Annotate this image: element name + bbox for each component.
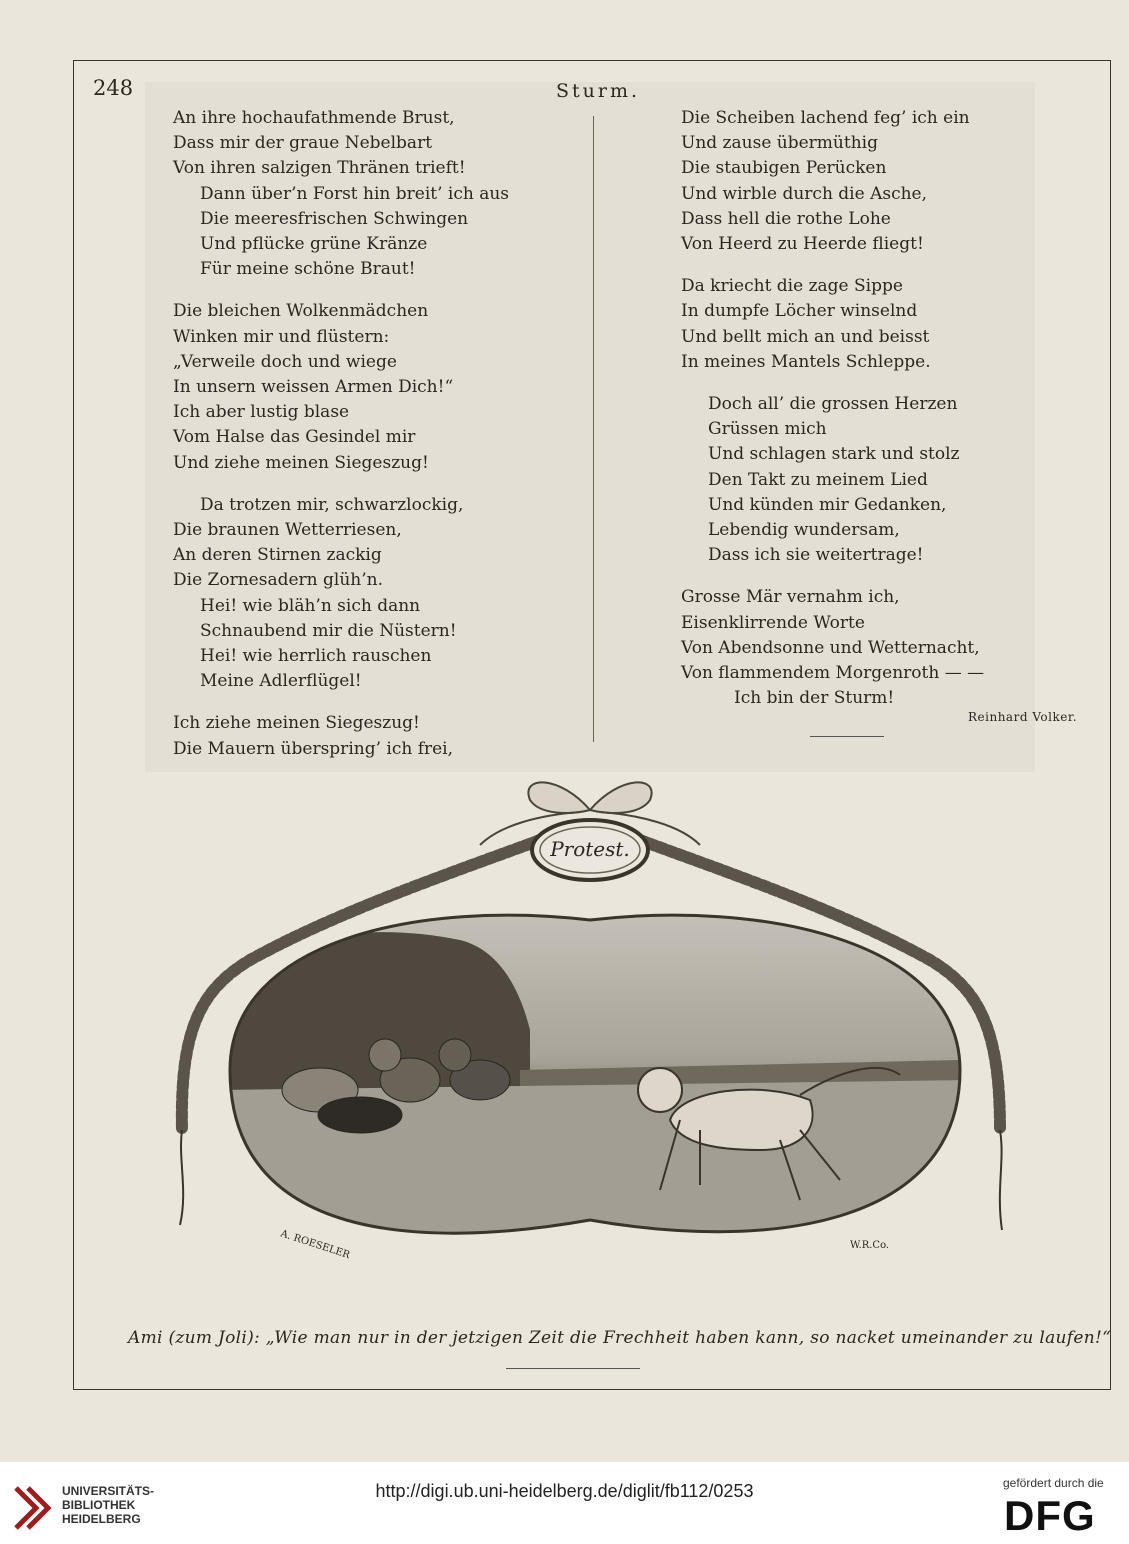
poem-line: Ich ziehe meinen Siegeszug! xyxy=(173,713,420,734)
poem-line: An ihre hochaufathmende Brust, xyxy=(173,108,455,128)
poem-line: Hei! wie bläh’n sich dann xyxy=(200,595,421,616)
poem-line: Die bleichen Wolkenmädchen xyxy=(173,301,429,322)
poem-line: An deren Stirnen zackig xyxy=(173,545,382,566)
library-name-line1: UNIVERSITÄTS- xyxy=(62,1484,155,1498)
poem-line: Und bellt mich an und beisst xyxy=(681,326,930,347)
poem-left-column xyxy=(173,106,509,762)
stanza-gap xyxy=(173,476,509,493)
poem-line: In dumpfe Löcher winselnd xyxy=(681,301,918,322)
poem-line: Und wirble durch die Asche, xyxy=(681,183,928,204)
illustration-protest xyxy=(160,770,1020,1350)
poem-line: Winken mir und flüstern: xyxy=(173,326,390,347)
caption-rule xyxy=(506,1368,640,1369)
poem-line: Und zause übermüthig xyxy=(681,133,878,154)
monogram: W.R.Co. xyxy=(850,1240,890,1251)
poem-line: Da kriecht die zage Sippe xyxy=(681,276,903,297)
poem-line: Doch all’ die grossen Herzen xyxy=(708,394,958,415)
funder-label: gefördert durch die xyxy=(1003,1476,1104,1490)
poem-line: Für meine schöne Braut! xyxy=(200,259,416,280)
poem-line: In meines Mantels Schleppe. xyxy=(681,351,931,372)
poem-line: Ich aber lustig blase xyxy=(173,402,350,423)
poem-line: Dann über’n Forst hin breit’ ich aus xyxy=(200,183,510,204)
poem-line: Die meeresfrischen Schwingen xyxy=(200,208,469,229)
poem-line: Die Scheiben lachend feg’ ich ein xyxy=(681,108,970,128)
poem-line: Die braunen Wetterriesen, xyxy=(173,520,402,541)
column-divider xyxy=(593,116,594,742)
poem-line: Meine Adlerflügel! xyxy=(200,671,362,692)
cartouche-title: Protest. xyxy=(550,837,630,861)
poem-line: Schnaubend mir die Nüstern! xyxy=(200,620,457,641)
illustration-caption: Ami (zum Joli): „Wie man nur in der jetzigen Zeit die Frechheit haben kann, so nacket umeinander zu laufen!“ xyxy=(128,1328,1112,1348)
running-title: Sturm. xyxy=(556,80,641,102)
stanza-gap xyxy=(173,694,509,711)
source-url-link[interactable]: http://digi.ub.uni-heidelberg.de/diglit/fb112/0253 xyxy=(375,1481,754,1501)
poem-line: Von ihren salzigen Thränen trieft! xyxy=(173,158,466,179)
poem-line: Und ziehe meinen Siegeszug! xyxy=(173,452,429,473)
stanza-gap xyxy=(681,257,984,274)
poem-line: Lebendig wundersam, xyxy=(708,520,900,541)
poem-line: In unsern weissen Armen Dich!“ xyxy=(173,377,454,398)
poem-line: Die Zornesadern glüh’n. xyxy=(173,570,383,591)
poem-line: Und künden mir Gedanken, xyxy=(708,494,947,515)
poem-line: Vom Halse das Gesindel mir xyxy=(173,427,416,448)
poem-line: Dass hell die rothe Lohe xyxy=(681,208,891,229)
author-signature: Reinhard Volker. xyxy=(968,710,1078,724)
poem-line: Von flammendem Morgenroth — — xyxy=(681,663,985,684)
poem-line: Dass mir der graue Nebelbart xyxy=(173,133,433,154)
poem-line: Grüssen mich xyxy=(708,419,827,440)
stanza-gap xyxy=(681,568,984,585)
poem-right-column xyxy=(681,106,984,711)
poem-line: Die staubigen Perücken xyxy=(681,158,887,179)
poem-line: Von Abendsonne und Wetternacht, xyxy=(681,637,980,658)
poem-line: Die Mauern überspring’ ich frei, xyxy=(173,738,454,759)
footer-bar xyxy=(0,1462,1129,1544)
page-number: 248 xyxy=(93,76,134,100)
library-name-line2: BIBLIOTHEK xyxy=(62,1498,136,1512)
poem-line: Da trotzen mir, schwarzlockig, xyxy=(200,494,464,515)
poem-line: Von Heerd zu Heerde fliegt! xyxy=(681,234,924,255)
cartouche xyxy=(532,820,648,880)
poem-line: Und pflücke grüne Kränze xyxy=(200,234,428,255)
poem-line: Hei! wie herrlich rauschen xyxy=(200,646,432,667)
poem-line: Eisenklirrende Worte xyxy=(681,612,865,633)
dfg-logo: DFG xyxy=(1004,1492,1096,1539)
artist-signature: A. ROESELER xyxy=(279,1228,352,1262)
poem-line: Den Takt zu meinem Lied xyxy=(708,469,928,490)
stanza-gap xyxy=(173,282,509,299)
library-name-line3: HEIDELBERG xyxy=(62,1512,141,1526)
poem-line: Und schlagen stark und stolz xyxy=(708,444,960,465)
end-rule xyxy=(810,736,884,737)
stanza-gap xyxy=(681,375,984,392)
poem-line: Grosse Mär vernahm ich, xyxy=(681,587,900,608)
poem-line: Ich bin der Sturm! xyxy=(734,688,895,709)
poem-line: Dass ich sie weitertrage! xyxy=(708,545,924,566)
poem-line: „Verweile doch und wiege xyxy=(173,351,397,372)
